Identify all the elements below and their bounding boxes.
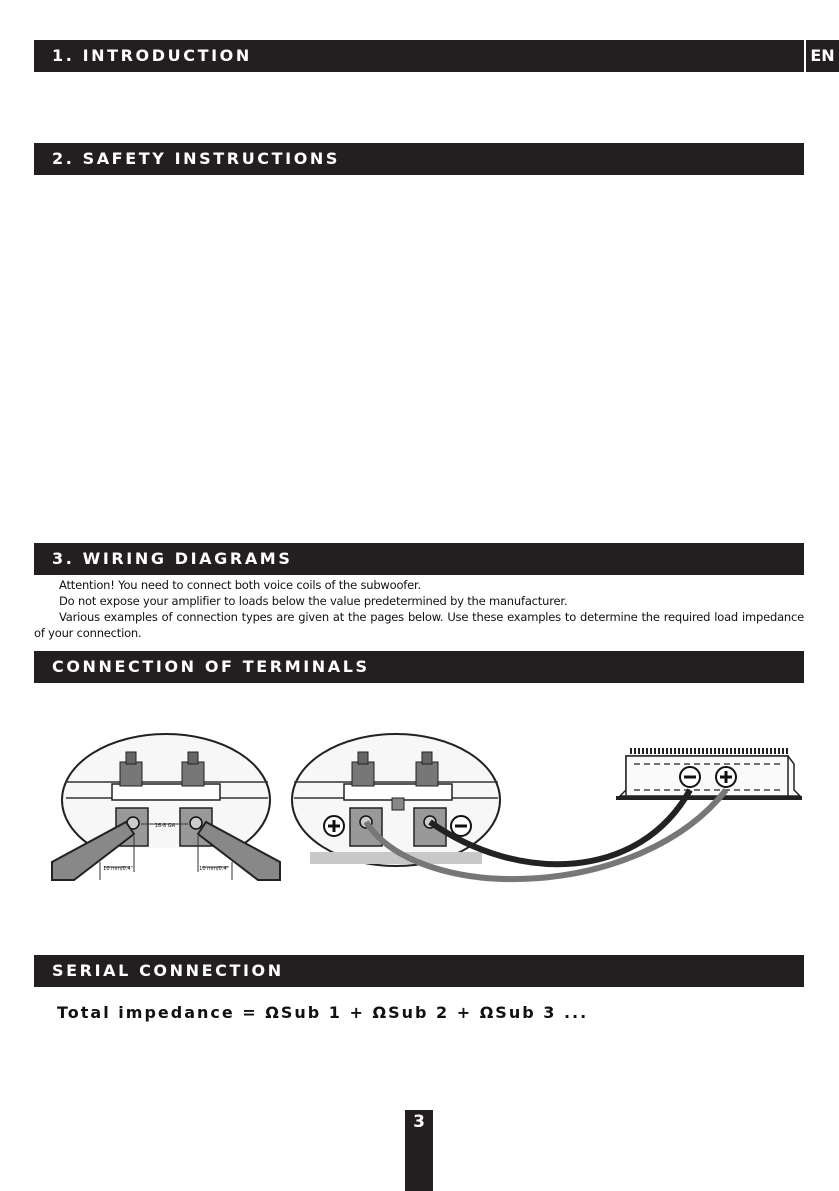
- gauge-label: 16-8 GA: [154, 823, 176, 829]
- amplifier-diagram: [616, 751, 802, 800]
- section-title: SERIAL CONNECTION: [52, 961, 284, 980]
- wire-strip-diagram: [52, 734, 280, 882]
- strip-length-left-label: 10 mm/0.4": [103, 866, 133, 872]
- language-tab: EN: [806, 40, 839, 72]
- section-title: CONNECTION OF TERMINALS: [52, 657, 370, 676]
- page-number-tab: [405, 1110, 433, 1191]
- wiring-warning-text: Do not expose your amplifier to loads below the value predetermined by the manufacturer.: [59, 594, 568, 608]
- section-title: 1. INTRODUCTION: [52, 46, 252, 65]
- strip-length-right-label: 10 mm/0.4": [199, 866, 229, 872]
- serial-impedance-formula: Total impedance = ΩSub 1 + ΩSub 2 + ΩSub 3 ...: [57, 1003, 589, 1022]
- wiring-examples-text: Various examples of connection types are given at the pages below. Use these examples to determine the required load impedance of your connection.: [34, 610, 804, 640]
- section-header-serial: [34, 955, 804, 987]
- page-number: 3: [413, 1112, 425, 1132]
- section-title: 3. WIRING DIAGRAMS: [52, 549, 293, 568]
- wiring-attention-text: Attention! You need to connect both voice coils of the subwoofer.: [59, 578, 421, 592]
- section-title: 2. SAFETY INSTRUCTIONS: [52, 149, 341, 168]
